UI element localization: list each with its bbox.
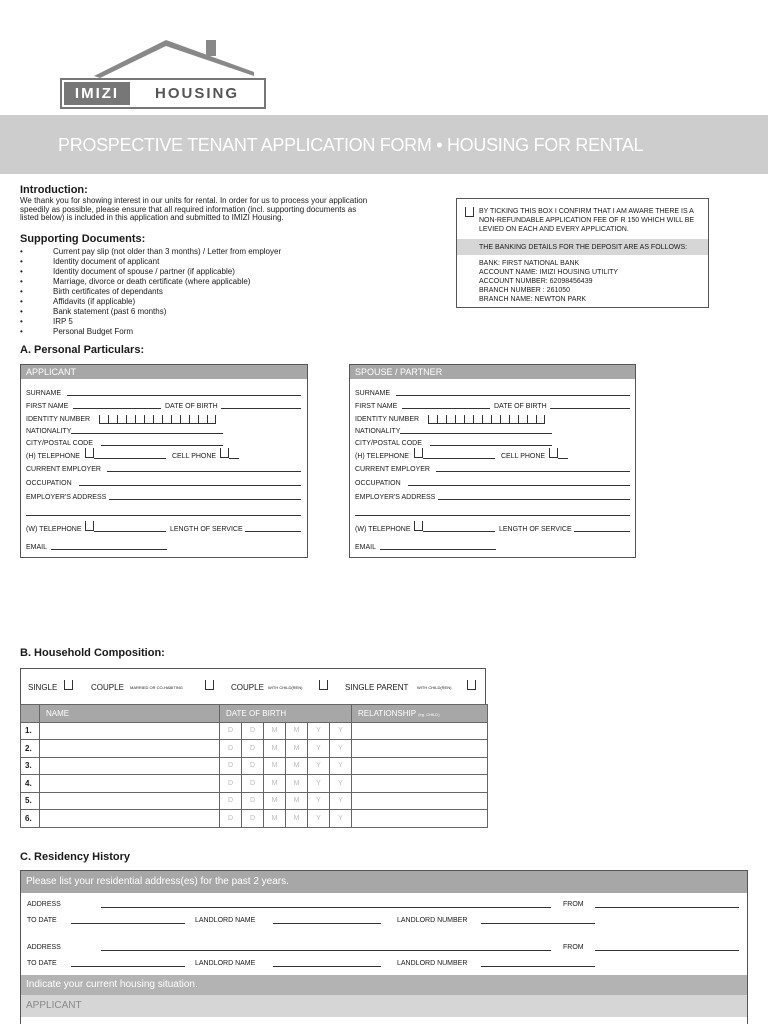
dob-cell[interactable]: Y bbox=[308, 810, 330, 828]
table-row bbox=[21, 775, 488, 793]
dob-cell[interactable]: M bbox=[286, 740, 308, 758]
id-number-field[interactable] bbox=[99, 411, 216, 429]
address-field[interactable] bbox=[101, 907, 551, 908]
confirm-line: LEVIED ON EACH AND EVERY APPLICATION. bbox=[479, 226, 629, 233]
section-b-heading: B. Household Composition: bbox=[20, 647, 165, 659]
id-number-label: IDENTITY NUMBER bbox=[355, 416, 420, 423]
intro-line: We thank you for showing interest in our units for rental. In order for us to process your application bbox=[20, 196, 368, 205]
single-parent-sub-label: WITH CHILD(REN) bbox=[417, 685, 452, 690]
section-a-heading: A. Personal Particulars: bbox=[20, 344, 145, 356]
cell-code-box[interactable] bbox=[549, 448, 558, 458]
address-field[interactable] bbox=[101, 950, 551, 951]
nationality-field[interactable] bbox=[400, 433, 552, 434]
bank-line: ACCOUNT NAME: IMIZI HOUSING UTILITY bbox=[479, 269, 619, 276]
dob-cell[interactable]: D bbox=[242, 722, 264, 740]
logo-right-text: HOUSING bbox=[154, 85, 239, 102]
name-cell[interactable] bbox=[40, 792, 220, 810]
h-tel-label: (H) TELEPHONE bbox=[26, 453, 80, 460]
occupation-label: OCCUPATION bbox=[26, 480, 72, 487]
intro-heading: Introduction: bbox=[20, 184, 88, 196]
dob-cell[interactable]: D bbox=[220, 792, 242, 810]
emp-address-field[interactable] bbox=[438, 499, 630, 500]
section-c-heading: C. Residency History bbox=[20, 851, 131, 863]
landlord-number-label: LANDLORD NUMBER bbox=[397, 917, 468, 924]
dob-cell[interactable]: D bbox=[220, 810, 242, 828]
applicant-box bbox=[20, 364, 308, 558]
dob-cell[interactable]: D bbox=[220, 775, 242, 793]
list-item: • Identity document of applicant bbox=[20, 257, 281, 267]
household-table bbox=[20, 704, 488, 828]
couple-children-sub-label: WITH CHILD(REN) bbox=[268, 685, 303, 690]
length-field[interactable] bbox=[574, 531, 630, 532]
relationship-label: RELATIONSHIP bbox=[358, 708, 416, 718]
residency-box bbox=[20, 870, 748, 1024]
list-item: • Personal Budget Form bbox=[20, 327, 281, 337]
first-name-label: FIRST NAME bbox=[26, 403, 69, 410]
first-name-field[interactable] bbox=[73, 408, 161, 409]
list-item: • Birth certificates of dependants bbox=[20, 287, 281, 297]
dob-cell[interactable]: D bbox=[220, 740, 242, 758]
dob-cell[interactable]: Y bbox=[330, 722, 352, 740]
emp-address-field[interactable] bbox=[109, 499, 301, 500]
h-tel-field[interactable] bbox=[423, 458, 495, 459]
spouse-header: SPOUSE / PARTNER bbox=[350, 365, 635, 379]
bank-line: ACCOUNT NUMBER: 62098456439 bbox=[479, 278, 593, 285]
relationship-cell[interactable] bbox=[352, 722, 488, 740]
row-number: 2. bbox=[21, 740, 40, 758]
residency-list-header: Please list your residential address(es) for the past 2 years. bbox=[21, 871, 747, 893]
nationality-label: NATIONALITY bbox=[26, 428, 72, 435]
list-item: • Marriage, divorce or death certificate (where applicable) bbox=[20, 277, 281, 287]
row-number: 5. bbox=[21, 792, 40, 810]
email-label: EMAIL bbox=[355, 544, 377, 551]
cell-label: CELL PHONE bbox=[501, 453, 546, 460]
surname-field[interactable] bbox=[396, 395, 630, 396]
fee-confirm-text bbox=[479, 207, 694, 234]
to-date-label: TO DATE bbox=[27, 960, 57, 967]
applicant-subheader: APPLICANT bbox=[21, 995, 747, 1017]
supporting-list bbox=[20, 247, 281, 337]
deposit-box bbox=[456, 198, 709, 308]
address-label: ADDRESS bbox=[27, 944, 61, 951]
dob-cell[interactable]: D bbox=[242, 792, 264, 810]
to-date-field[interactable] bbox=[71, 966, 185, 967]
dob-cell[interactable]: M bbox=[264, 757, 286, 775]
roof-icon bbox=[94, 36, 260, 80]
landlord-name-label: LANDLORD NAME bbox=[195, 960, 256, 967]
table-row bbox=[21, 757, 488, 775]
row-number: 3. bbox=[21, 757, 40, 775]
dob-cell[interactable]: Y bbox=[308, 722, 330, 740]
from-label: FROM bbox=[563, 944, 584, 951]
relationship-cell[interactable] bbox=[352, 740, 488, 758]
relationship-cell[interactable] bbox=[352, 810, 488, 828]
first-name-label: FIRST NAME bbox=[355, 403, 398, 410]
name-cell[interactable] bbox=[40, 775, 220, 793]
from-field[interactable] bbox=[595, 950, 739, 951]
employer-label: CURRENT EMPLOYER bbox=[355, 466, 430, 473]
length-label: LENGTH OF SERVICE bbox=[170, 526, 243, 533]
dob-cell[interactable]: D bbox=[242, 740, 264, 758]
emp-address-field-2[interactable] bbox=[26, 515, 301, 516]
w-tel-field[interactable] bbox=[423, 531, 495, 532]
intro-text bbox=[20, 197, 367, 223]
cell-field[interactable] bbox=[229, 458, 239, 459]
occupation-field[interactable] bbox=[408, 485, 630, 486]
surname-field[interactable] bbox=[67, 395, 301, 396]
single-label: SINGLE bbox=[28, 683, 58, 692]
table-row bbox=[21, 740, 488, 758]
row-number: 1. bbox=[21, 722, 40, 740]
w-tel-code-box[interactable] bbox=[85, 521, 94, 531]
employer-field[interactable] bbox=[107, 471, 301, 472]
city-field[interactable] bbox=[101, 445, 223, 446]
from-label: FROM bbox=[563, 901, 584, 908]
surname-label: SURNAME bbox=[355, 390, 391, 397]
table-row bbox=[21, 810, 488, 828]
dob-label: DATE OF BIRTH bbox=[165, 403, 218, 410]
city-label: CITY/POSTAL CODE bbox=[355, 440, 422, 447]
name-cell[interactable] bbox=[40, 810, 220, 828]
emp-address-label: EMPLOYER'S ADDRESS bbox=[26, 494, 107, 501]
household-options bbox=[20, 668, 486, 705]
couple-sub-label: MARRIED OR CO-HABITING bbox=[130, 685, 183, 690]
couple-children-label: COUPLE bbox=[231, 683, 264, 692]
cell-field[interactable] bbox=[558, 458, 568, 459]
list-item: • Bank statement (past 6 months) bbox=[20, 307, 281, 317]
h-tel-code-box[interactable] bbox=[85, 448, 94, 458]
employer-label: CURRENT EMPLOYER bbox=[26, 466, 101, 473]
dob-cell[interactable]: M bbox=[286, 810, 308, 828]
email-field[interactable] bbox=[380, 549, 496, 550]
couple-label: COUPLE bbox=[91, 683, 124, 692]
w-tel-label: (W) TELEPHONE bbox=[355, 526, 411, 533]
list-item: • IRP 5 bbox=[20, 317, 281, 327]
list-item: • Affidavits (if applicable) bbox=[20, 297, 281, 307]
from-field[interactable] bbox=[595, 907, 739, 908]
landlord-number-field[interactable] bbox=[481, 923, 595, 924]
to-date-field[interactable] bbox=[71, 923, 185, 924]
dob-cell[interactable]: D bbox=[242, 810, 264, 828]
dob-cell[interactable]: Y bbox=[330, 792, 352, 810]
dob-cell[interactable]: Y bbox=[308, 792, 330, 810]
couple-checkbox[interactable] bbox=[205, 680, 214, 690]
name-cell[interactable] bbox=[40, 757, 220, 775]
address-label: ADDRESS bbox=[27, 901, 61, 908]
table-row bbox=[21, 792, 488, 810]
to-date-label: TO DATE bbox=[27, 917, 57, 924]
occupation-label: OCCUPATION bbox=[355, 480, 401, 487]
cell-code-box[interactable] bbox=[220, 448, 229, 458]
surname-label: SURNAME bbox=[26, 390, 62, 397]
city-field[interactable] bbox=[430, 445, 552, 446]
dob-cell[interactable]: D bbox=[242, 775, 264, 793]
name-header: NAME bbox=[40, 705, 220, 723]
row-number: 6. bbox=[21, 810, 40, 828]
id-number-field[interactable] bbox=[428, 411, 545, 429]
employer-field[interactable] bbox=[436, 471, 630, 472]
fee-confirm-checkbox[interactable] bbox=[465, 207, 474, 217]
dob-cell[interactable]: D bbox=[242, 757, 264, 775]
dob-cell[interactable]: D bbox=[220, 757, 242, 775]
name-cell[interactable] bbox=[40, 740, 220, 758]
length-field[interactable] bbox=[245, 531, 301, 532]
first-name-field[interactable] bbox=[402, 408, 490, 409]
dob-cell[interactable]: Y bbox=[308, 775, 330, 793]
relationship-header bbox=[352, 705, 488, 723]
dob-cell[interactable]: Y bbox=[330, 810, 352, 828]
banking-header: THE BANKING DETAILS FOR THE DEPOSIT ARE AS FOLLOWS: bbox=[457, 239, 708, 255]
num-header bbox=[21, 705, 40, 723]
dob-cell[interactable]: M bbox=[286, 792, 308, 810]
emp-address-field-2[interactable] bbox=[355, 515, 630, 516]
w-tel-code-box[interactable] bbox=[414, 521, 423, 531]
dob-cell[interactable]: M bbox=[286, 757, 308, 775]
dob-field[interactable] bbox=[221, 408, 301, 409]
supporting-heading: Supporting Documents: bbox=[20, 233, 146, 245]
landlord-name-field[interactable] bbox=[273, 923, 381, 924]
landlord-number-field[interactable] bbox=[481, 966, 595, 967]
landlord-name-field[interactable] bbox=[273, 966, 381, 967]
name-cell[interactable] bbox=[40, 722, 220, 740]
confirm-line: NON-REFUNDABLE APPLICATION FEE OF R 150 WHICH WILL BE bbox=[479, 217, 695, 224]
bank-line: BRANCH NAME: NEWTON PARK bbox=[479, 296, 587, 303]
dob-cell[interactable]: M bbox=[264, 722, 286, 740]
applicant-header: APPLICANT bbox=[21, 365, 307, 379]
dob-cell[interactable]: M bbox=[264, 775, 286, 793]
bank-line: BRANCH NUMBER : 261050 bbox=[479, 287, 571, 294]
landlord-number-label: LANDLORD NUMBER bbox=[397, 960, 468, 967]
email-label: EMAIL bbox=[26, 544, 48, 551]
dob-header: DATE OF BIRTH bbox=[220, 705, 352, 723]
list-item: • Current pay slip (not older than 3 months) / Letter from employer bbox=[20, 247, 281, 257]
relationship-cell[interactable] bbox=[352, 757, 488, 775]
dob-cell[interactable]: M bbox=[264, 740, 286, 758]
logo-left-text: IMIZI bbox=[64, 82, 130, 105]
dob-cell[interactable]: Y bbox=[308, 757, 330, 775]
landlord-name-label: LANDLORD NAME bbox=[195, 917, 256, 924]
city-label: CITY/POSTAL CODE bbox=[26, 440, 93, 447]
intro-line: speedily as possible, please ensure that all required information (incl. supporting documents as bbox=[20, 204, 357, 214]
single-parent-checkbox[interactable] bbox=[467, 680, 476, 690]
dob-cell[interactable]: Y bbox=[330, 757, 352, 775]
dob-cell[interactable]: M bbox=[286, 722, 308, 740]
occupation-field[interactable] bbox=[79, 485, 301, 486]
table-row bbox=[21, 722, 488, 740]
page-title: PROSPECTIVE TENANT APPLICATION FORM • HOUSING FOR RENTAL bbox=[58, 135, 644, 155]
dob-cell[interactable]: Y bbox=[308, 740, 330, 758]
current-housing-header: Indicate your current housing situation. bbox=[21, 975, 747, 995]
relationship-cell[interactable] bbox=[352, 775, 488, 793]
confirm-line: BY TICKING THIS BOX I CONFIRM THAT I AM AWARE THERE IS A bbox=[479, 208, 694, 215]
spouse-box bbox=[349, 364, 636, 558]
single-parent-label: SINGLE PARENT bbox=[345, 683, 409, 692]
dob-cell[interactable]: M bbox=[264, 810, 286, 828]
dob-cell[interactable]: M bbox=[264, 792, 286, 810]
length-label: LENGTH OF SERVICE bbox=[499, 526, 572, 533]
table-header-row bbox=[21, 705, 488, 723]
bank-details bbox=[479, 259, 618, 304]
intro-line: listed below) is included in this application and submitted to IMIZI Housing. bbox=[20, 213, 284, 222]
dob-label: DATE OF BIRTH bbox=[494, 403, 547, 410]
h-tel-label: (H) TELEPHONE bbox=[355, 453, 409, 460]
emp-address-label: EMPLOYER'S ADDRESS bbox=[355, 494, 436, 501]
dob-cell[interactable]: Y bbox=[330, 740, 352, 758]
single-checkbox[interactable] bbox=[64, 680, 73, 690]
dob-field[interactable] bbox=[550, 408, 630, 409]
email-field[interactable] bbox=[51, 549, 167, 550]
list-item: • Identity document of spouse / partner (if applicable) bbox=[20, 267, 281, 277]
cell-label: CELL PHONE bbox=[172, 453, 217, 460]
id-number-label: IDENTITY NUMBER bbox=[26, 416, 91, 423]
w-tel-field[interactable] bbox=[94, 531, 166, 532]
row-number: 4. bbox=[21, 775, 40, 793]
nationality-label: NATIONALITY bbox=[355, 428, 401, 435]
h-tel-field[interactable] bbox=[94, 458, 166, 459]
relationship-cell[interactable] bbox=[352, 792, 488, 810]
title-banner bbox=[0, 115, 768, 174]
relationship-sub-label: (eg. CHILD) bbox=[418, 711, 440, 717]
h-tel-code-box[interactable] bbox=[414, 448, 423, 458]
dob-cell[interactable]: Y bbox=[330, 775, 352, 793]
dob-cell[interactable]: M bbox=[286, 775, 308, 793]
w-tel-label: (W) TELEPHONE bbox=[26, 526, 82, 533]
nationality-field[interactable] bbox=[71, 433, 223, 434]
dob-cell[interactable]: D bbox=[220, 722, 242, 740]
bank-line: BANK: FIRST NATIONAL BANK bbox=[479, 260, 580, 267]
couple-children-checkbox[interactable] bbox=[319, 680, 328, 690]
